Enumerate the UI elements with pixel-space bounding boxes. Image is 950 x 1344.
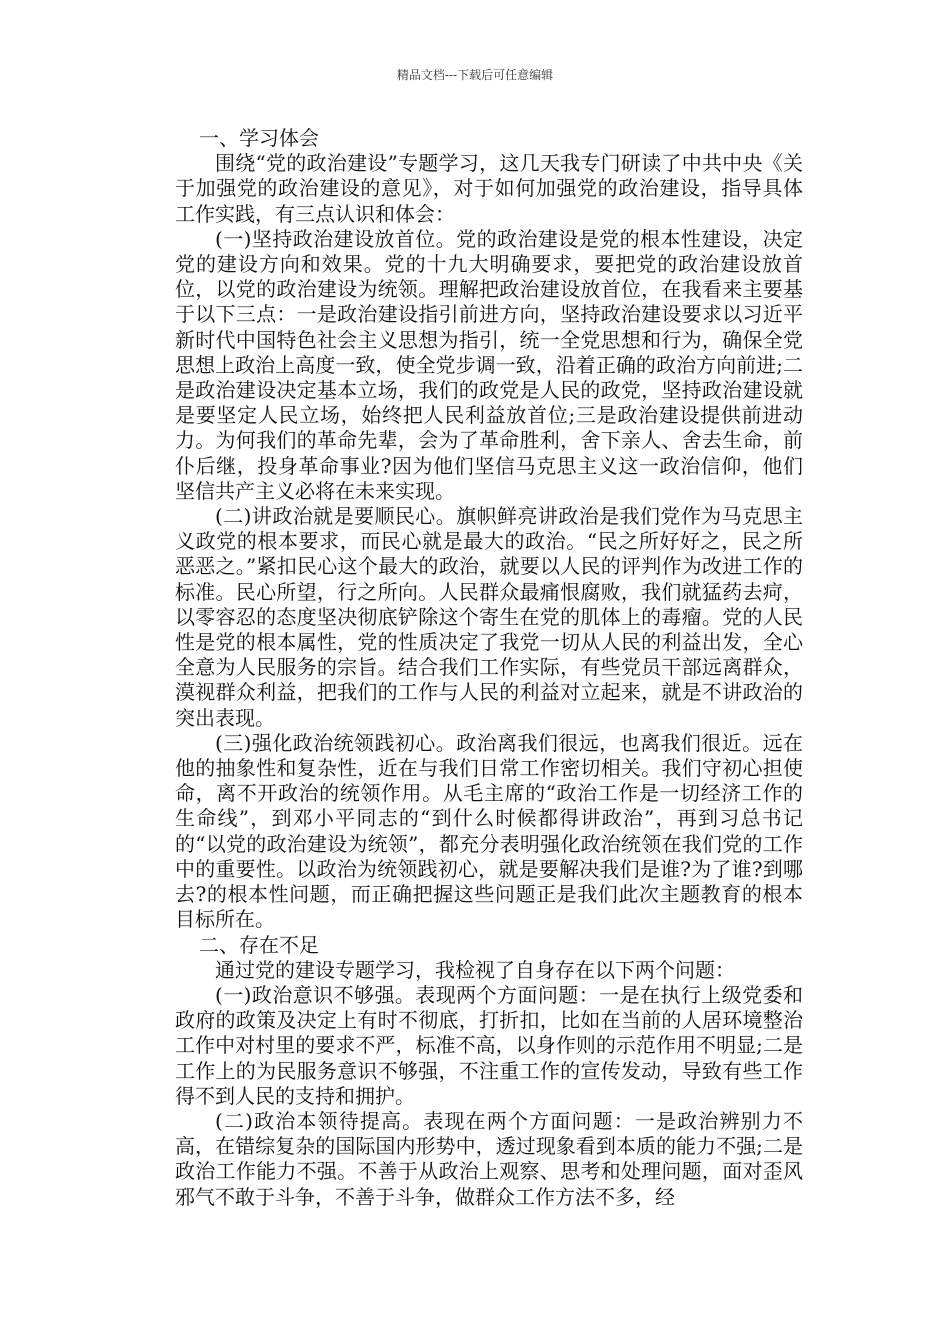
paragraph: (一)政治意识不够强。表现两个方面问题：一是在执行上级党委和政府的政策及决定上有时不彻底，打折扣，比如在当前的人居环境整治工作中对村里的要求不严，标准不高，以身作则的示范作用不明显;二是工作上的为民服务意识不够强，不注重工作的宣传发动，导致有些工作得不到人民的支持和拥护。 xyxy=(175,982,803,1108)
paragraph: (二)讲政治就是要顺民心。旗帜鲜亮讲政治是我们党作为马克思主义政党的根本要求，而民心就是最大的政治。“民之所好好之，民之所恶恶之。”紧扣民心这个最大的政治，就要以人民的评判作为改进工作的标准。民心所望，行之所向。人民群众最痛恨腐败，我们就猛药去疴，以零容忍的态度坚决彻底铲除这个寄生在党的肌体上的毒瘤。党的人民性是党的根本属性，党的性质决定了我党一切从人民的利益出发，全心全意为人民服务的宗旨。结合我们工作实际，有些党员干部远离群众，漠视群众利益，把我们的工作与人民的利益对立起来，就是不讲政治的突出表现。 xyxy=(175,504,803,730)
document-body xyxy=(175,126,803,1210)
paragraph: (一)坚持政治建设放首位。党的政治建设是党的根本性建设，决定党的建设方向和效果。党的十九大明确要求，要把党的政治建设放首位，以党的政治建设为统领。理解把政治建设放首位，在我看来主要基于以下三点：一是政治建设指引前进方向，坚持政治建设要求以习近平新时代中国特色社会主义思想为指引，统一全党思想和行为，确保全党思想上政治上高度一致，使全党步调一致，沿着正确的政治方向前进;二是政治建设决定基本立场，我们的政党是人民的政党，坚持政治建设就是要坚定人民立场，始终把人民利益放首位;三是政治建设提供前进动力。为何我们的革命先辈，会为了革命胜利，舍下亲人、舍去生命，前仆后继，投身革命事业?因为他们坚信马克思主义这一政治信仰，他们坚信共产主义必将在未来实现。 xyxy=(175,226,803,503)
page-header: 精品文档---下载后可任意编辑 xyxy=(396,68,554,82)
paragraph: (二)政治本领待提高。表现在两个方面问题：一是政治辨别力不高，在错综复杂的国际国内形势中，透过现象看到本质的能力不强;二是政治工作能力不强。不善于从政治上观察、思考和处理问题，面对歪风邪气不敢于斗争，不善于斗争，做群众工作方法不多，经 xyxy=(175,1108,803,1209)
paragraph: 通过党的建设专题学习，我检视了自身存在以下两个问题： xyxy=(215,957,735,982)
paragraph: 围绕“党的政治建设”专题学习，这几天我专门研读了中共中央《关于加强党的政治建设的意见》，对于如何加强党的政治建设，指导具体工作实践，有三点认识和体会： xyxy=(175,151,803,226)
section-heading: 一、学习体会 xyxy=(199,126,319,150)
section-heading: 二、存在不足 xyxy=(199,932,319,957)
paragraph: (三)强化政治统领践初心。政治离我们很远，也离我们很近。远在他的抽象性和复杂性，近在与我们日常工作密切相关。我们守初心担使命，离不开政治的统领作用。从毛主席的“政治工作是一切经济工作的生命线”，到邓小平同志的“到什么时候都得讲政治”，再到习总书记的“以党的政治建设为统领”，都充分表明强化政治统领在我们党的工作中的重要性。以政治为统领践初心，就是要解决我们是谁?为了谁?到哪去?的根本性问题，而正确把握这些问题正是我们此次主题教育的根本目标所在。 xyxy=(175,730,803,932)
